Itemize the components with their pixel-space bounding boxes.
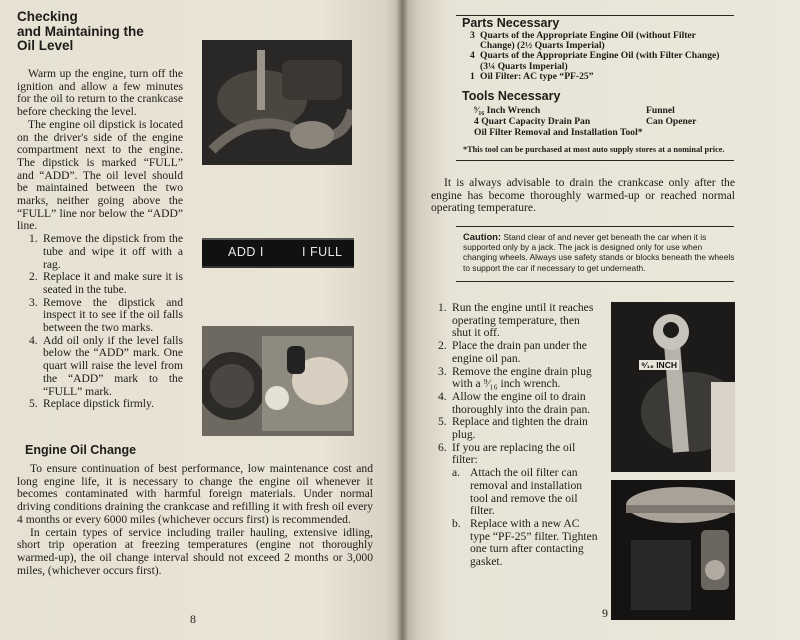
page-number-right: 9: [602, 606, 608, 620]
caution-label: Caution:: [463, 231, 502, 242]
list-item: 3 Quarts of the Appropriate Engine Oil (without Filter Change) (2½ Quarts Imperial): [470, 30, 696, 52]
page-number-left: 8: [190, 612, 196, 626]
list-item: 1. Remove the dipstick from the tube and wipe it off with a rag.: [29, 232, 183, 271]
list-item: 3. Remove the engine drain plug with a ⁹⁄₁₆ inch wrench.: [438, 364, 592, 391]
wrench-size-label: ⁹⁄₁₆ INCH: [641, 360, 677, 370]
dipstick-paragraph: The engine oil dipstick is located on the driver's side of the engine compartment next to the engine. The dipstick is marked “FULL” and “ADD”. The oil level should be maintained between the two marks, neither going above the “FULL” line nor below the “ADD” line.: [17, 117, 183, 233]
intro-paragraph: Warm up the engine, turn off the ignition and allow a few minutes for the oil to return to the crankcase before checking the level.: [17, 67, 183, 119]
heading-line-3: Oil Level: [17, 38, 74, 53]
tools-heading: Tools Necessary: [462, 89, 561, 103]
drain-plug-wrench-photo: [611, 302, 735, 472]
mid-rule: [456, 160, 734, 161]
parts-heading: Parts Necessary: [462, 16, 560, 30]
tool-footnote: *This tool can be purchased at most auto supply stores at a nominal price.: [463, 145, 725, 154]
engine-bay-photo: [202, 40, 352, 165]
heading-line-1: Checking: [17, 9, 78, 24]
heading-line-2: and Maintaining the: [17, 23, 144, 39]
caution-box: [463, 232, 735, 273]
tool-funnel: Funnel: [646, 105, 675, 116]
parts-list: [470, 31, 732, 82]
caution-bottom-rule: [456, 281, 734, 282]
oil-change-steps: [438, 302, 598, 569]
list-item: 3. Remove the dipstick and inspect it to see if the oil falls between the two marks.: [29, 295, 183, 335]
advisory-paragraph: It is always advisable to drain the crankcase only after the engine has become thoroughly warmed-up or reached normal operating temperature.: [431, 176, 735, 215]
tool-wrench: ⁹⁄₁₆ Inch Wrench: [474, 105, 541, 116]
oil-change-paragraph-2: In certain types of service including trailer hauling, extensive idling, short trip operation at freezing temperatures (engine not thoroughly warmed-up), the oil change interval should not exceed 2 months or 3,000 miles, (whichever occurs first).: [17, 525, 373, 577]
oil-change-text: [17, 463, 373, 577]
list-item: 5. Replace dipstick firmly.: [29, 397, 154, 411]
caution-top-rule: [456, 226, 734, 227]
book-gutter: [396, 0, 408, 640]
oil-change-paragraph-1: To ensure continuation of best performance, low maintenance cost and long engine life, it is necessary to change the engine oil whenever it becomes contaminated with harmful foreign materials. Under normal driving conditions draining the crankcase and refilling it with fresh oil every 4 months or every 6000 miles (whichever occurs first) is recommended.: [17, 462, 373, 526]
caution-text: Stand clear of and never get beneath the car when it is supported only by a jack. The jack is designed only for use when changing wheels. Always use safety stands or blocks beneath the wheels to support the car if necessary to get underneath.: [463, 232, 735, 273]
left-text-column: [17, 68, 183, 411]
list-item: 4 Quarts of the Appropriate Engine Oil (with Filter Change) (3¼ Quarts Imperial): [470, 50, 720, 72]
oil-level-steps: [17, 233, 183, 411]
list-item: 4. Allow the engine oil to drain thoroughly into the drain pan.: [438, 389, 591, 416]
tool-can-opener: Can Opener: [646, 116, 697, 127]
list-item: 1 Oil Filter: AC type “PF-25”: [470, 70, 594, 82]
tool-drain-pan: 4 Quart Capacity Drain Pan: [474, 116, 591, 127]
list-item: 5. Replace and tighten the drain plug.: [438, 415, 588, 442]
list-item: 1. Run the engine until it reaches operating temperature, then shut it off.: [438, 301, 594, 340]
dipstick-full-mark: I FULL: [302, 245, 343, 259]
tool-filter-tool: Oil Filter Removal and Installation Tool*: [474, 127, 643, 138]
list-item: 6. If you are replacing the oil filter:: [438, 440, 576, 467]
list-item: a. Attach the oil filter can removal and installation tool and remove the oil filter.: [452, 466, 583, 518]
oil-filler-photo: [202, 326, 354, 436]
list-item: 2. Place the drain pan under the engine oil pan.: [438, 339, 587, 365]
advisory-text: [431, 177, 735, 215]
list-item: b. Replace with a new AC type “PF-25” filter. Tighten one turn after contacting gasket.: [452, 516, 598, 569]
list-item: 4. Add oil only if the level falls below the “ADD” mark. One quart will raise the level from the “ADD” mark to the “FULL” mark.: [29, 333, 183, 398]
oil-change-heading: Engine Oil Change: [25, 443, 137, 457]
oil-filter-tool-photo: [611, 480, 735, 620]
oil-level-heading: [17, 10, 144, 54]
dipstick-illustration: [202, 238, 354, 268]
dipstick-add-mark: ADD I: [228, 245, 264, 259]
list-item: 2. Replace it and make sure it is seated in the tube.: [29, 270, 183, 296]
